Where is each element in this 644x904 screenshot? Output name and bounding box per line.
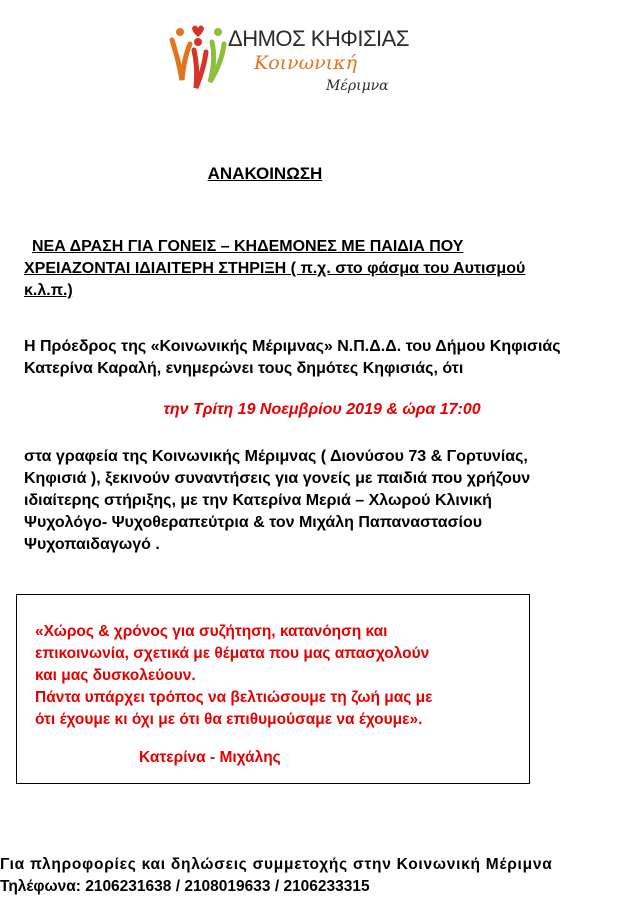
announcement-subject [24,236,624,302]
details-paragraph [24,446,634,556]
details-line: στα γραφεία της Κοινωνικής Μέριμνας ( Διονύσου 73 & Γορτυνίας, [24,448,528,465]
intro-line: Κατερίνα Καραλή, ενημερώνει τους δημότες Κηφισιάς, ότι [24,360,464,377]
details-line: Κηφισιά ), ξεκινούν συναντήσεις για γονείς με παιδιά που χρήζουν [24,470,531,487]
quote-line: και μας δυσκολεύουν. [35,667,196,684]
quote-line: Πάντα υπάρχει τρόπος να βελτιώσουμε τη ζωή μας με [35,689,433,706]
footer-info: Για πληροφορίες και δηλώσεις συμμετοχής στην Κοινωνική Μέριμνα [0,856,553,873]
intro-line: Η Πρόεδρος της «Κοινωνικής Μέριμνας» Ν.Π.Δ.Δ. του Δήμου Κηφισιάς [24,338,561,355]
subject-line: ΧΡΕΙΑΖΟΝΤΑΙ ΙΔΙΑΙΤΕΡΗ ΣΤΗΡΙΞΗ ( π.χ. στο φάσμα του Αυτισμού [24,260,526,277]
footer-phones: Τηλέφωνα: 2106231638 / 2108019633 / 2106233315 [0,878,370,895]
event-date: την Τρίτη 19 Νοεμβρίου 2019 & ώρα 17:00 [163,401,481,418]
contact-footer [0,854,644,898]
intro-paragraph [24,336,634,380]
subject-line: ΝΕΑ ΔΡΑΣΗ ΓΙΑ ΓΟΝΕΙΣ – ΚΗΔΕΜΟΝΕΣ ΜΕ ΠΑΙΔΙΑ ΠΟΥ [32,238,464,255]
quote-line: «Χώρος & χρόνος για συζήτηση, κατανόηση και [35,623,388,640]
quote-text [35,621,525,731]
logo-subtitle-line2: Μέριμνα [326,78,389,94]
announcement-heading: ΑΝΑΚΟΙΝΩΣΗ [207,164,323,183]
logo-figures-icon [168,18,230,100]
details-line: Ψυχοπαιδαγωγό . [24,536,160,553]
quote-line: ότι έχουμε κι όχι με ότι θα επιθυμούσαμε να έχουμε». [35,711,423,728]
quote-signature: Κατερίνα - Μιχάλης [139,749,281,766]
quote-line: επικοινωνία, σχετικά με θέματα που μας απασχολούν [35,645,430,662]
quote-box [16,594,530,784]
details-line: Ψυχολόγο- Ψυχοθεραπεύτρια & τον Μιχάλη Παπαναστασίου [24,514,483,531]
logo-subtitle-line1: Κοινωνική [254,52,357,74]
municipality-logo [168,18,430,100]
subject-line: κ.λ.π.) [24,282,73,299]
logo-title: ΔΗΜΟΣ ΚΗΦΙΣΙΑΣ [228,26,409,51]
details-line: ιδιαίτερης στήριξης, με την Κατερίνα Μεριά – Χλωρού Κλινική [24,492,492,509]
